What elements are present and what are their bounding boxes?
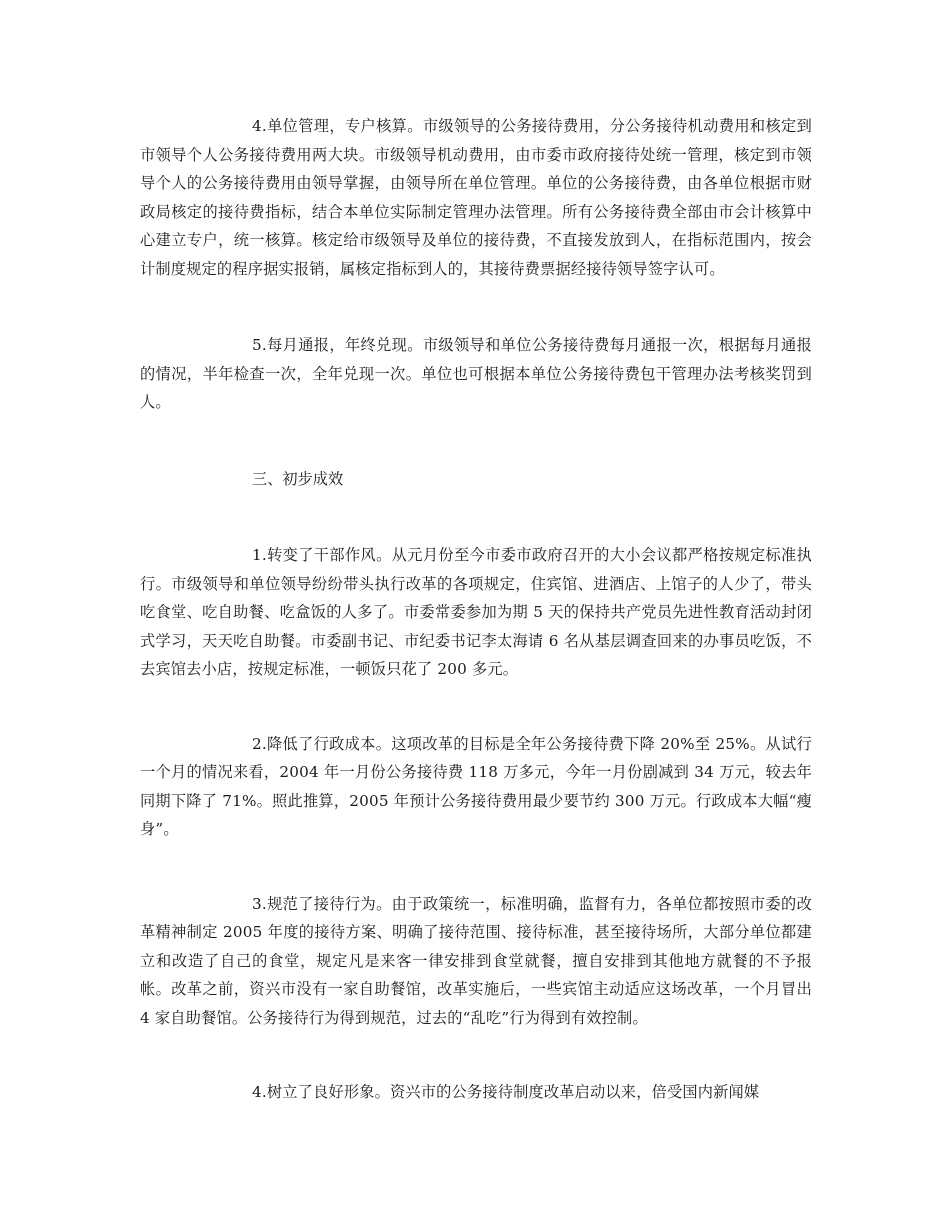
paragraph-result-standardized-reception: 3.规范了接待行为。由于政策统一，标准明确，监督有力，各单位都按照市委的改革精神制定 2005 年度的接待方案、明确了接待范围、接待标准，甚至接待场所，大部分单位都建立和改造了自己的食堂，规定凡是来客一律安排到食堂就餐，擅自安排到其他地方就餐的不予报帐。改革之前，资兴市没有一家自助餐馆，改革实施后，一些宾馆主动适应这场改革，一个月冒出 4 家自助餐馆。公务接待行为得到规范，过去的“乱吃”行为得到有效控制。 xyxy=(140,894,812,1027)
paragraph-result-style-change: 1.转变了干部作风。从元月份至今市委市政府召开的大小会议都严格按规定标准执行。市级领导和单位领导纷纷带头执行改革的各项规定，住宾馆、进酒店、上馆子的人少了，带头吃食堂、吃自助餐、吃盒饭的人多了。市委常委参加为期 5 天的保持共产党员先进性教育活动封闭式学习，天天吃自助餐。市委副书记、市纪委书记李太海请 6 名从基层调查回来的办事员吃饭，不去宾馆去小店，按规定标准，一顿饭只花了 200 多元。 xyxy=(140,546,812,678)
document-page xyxy=(140,112,812,1107)
paragraph-unit-management: 4.单位管理，专户核算。市级领导的公务接待费用，分公务接待机动费用和核定到市领导个人公务接待费用两大块。市级领导机动费用，由市委市政府接待处统一管理，核定到市领导个人的公务接待费用由领导掌握，由领导所在单位管理。单位的公务接待费，由各单位根据市财政局核定的接待费指标，结合本单位实际制定管理办法管理。所有公务接待费全部由市会计核算中心建立专户，统一核算。核定给市级领导及单位的接待费，不直接发放到人，在指标范围内，按会计制度规定的程序据实报销，属核定指标到人的，其接待费票据经接待领导签字认可。 xyxy=(140,117,812,278)
paragraph-result-good-image: 4.树立了良好形象。资兴市的公务接待制度改革启动以来，倍受国内新闻媒 xyxy=(252,1083,760,1101)
section-heading-initial-results: 三、初步成效 xyxy=(252,469,344,488)
paragraph-result-cost-reduction: 2.降低了行政成本。这项改革的目标是全年公务接待费下降 20%至 25%。从试行一个月的情况来看，2004 年一月份公务接待费 118 万多元，今年一月份剧减到 34 万元，较去年同期下降了 71%。照此推算，2005 年预计公务接待费用最少要节约 300 万元。行政成本大幅“瘦身”。 xyxy=(140,734,812,838)
paragraph-monthly-report: 5.每月通报，年终兑现。市级领导和单位公务接待费每月通报一次，根据每月通报的情况，半年检查一次，全年兑现一次。单位也可根据本单位公务接待费包干管理办法考核奖罚到人。 xyxy=(140,336,812,411)
